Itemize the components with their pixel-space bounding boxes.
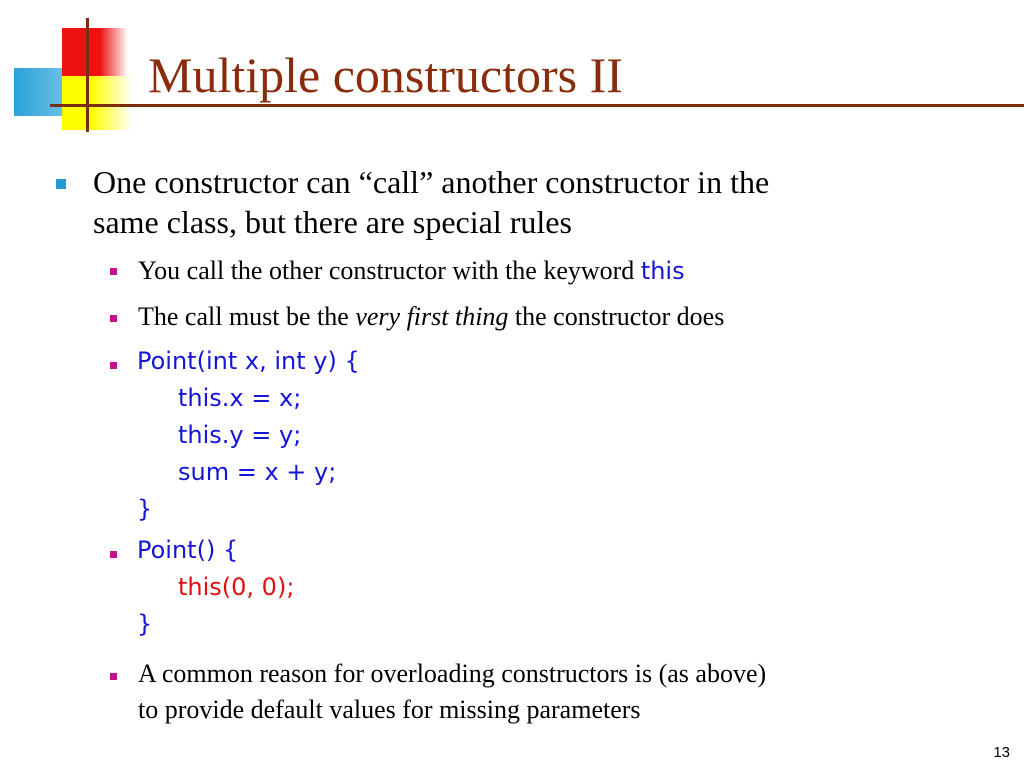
code-line: } [137, 495, 153, 523]
code-line: Point(int x, int y) { [137, 347, 360, 375]
sub-bullet-text: You call the other constructor with the keyword [138, 256, 641, 285]
main-bullet-line-1: One constructor can “call” another constructor in the [93, 164, 770, 200]
main-bullet-line-2: same class, but there are special rules [93, 204, 572, 240]
sub-bullet-reason-line-1: A common reason for overloading constructors is (as above) [138, 659, 767, 688]
code-line: } [137, 610, 153, 638]
slide-title: Multiple constructors II [148, 47, 623, 103]
sub-bullet-icon [110, 315, 117, 322]
code-line: Point() { [137, 536, 239, 564]
main-bullet-text [93, 162, 993, 242]
sub-bullet-keyword [138, 253, 998, 289]
code-line: sum = x + y; [178, 458, 337, 486]
sub-bullet-icon [110, 362, 117, 369]
code-block-default-constructor [137, 532, 294, 643]
sub-bullet-first-thing [138, 299, 998, 335]
sub-bullet-icon [110, 673, 117, 680]
sub-bullet-text-after: the constructor does [508, 302, 725, 331]
bullet-square-icon [56, 179, 66, 189]
sub-bullet-icon [110, 268, 117, 275]
code-line-this-call: this(0, 0); [178, 573, 295, 601]
sub-bullet-icon [110, 551, 117, 558]
sub-bullet-reason [138, 656, 998, 728]
keyword-this: this [640, 257, 685, 285]
code-line: this.x = x; [178, 384, 302, 412]
page-number: 13 [993, 744, 1010, 761]
sub-bullet-reason-line-2: to provide default values for missing parameters [138, 695, 641, 724]
code-block-constructor-xy [137, 343, 360, 528]
sub-bullet-text-before: The call must be the [138, 302, 356, 331]
code-line: this.y = y; [178, 421, 302, 449]
sub-bullet-italic: very first thing [355, 302, 509, 331]
